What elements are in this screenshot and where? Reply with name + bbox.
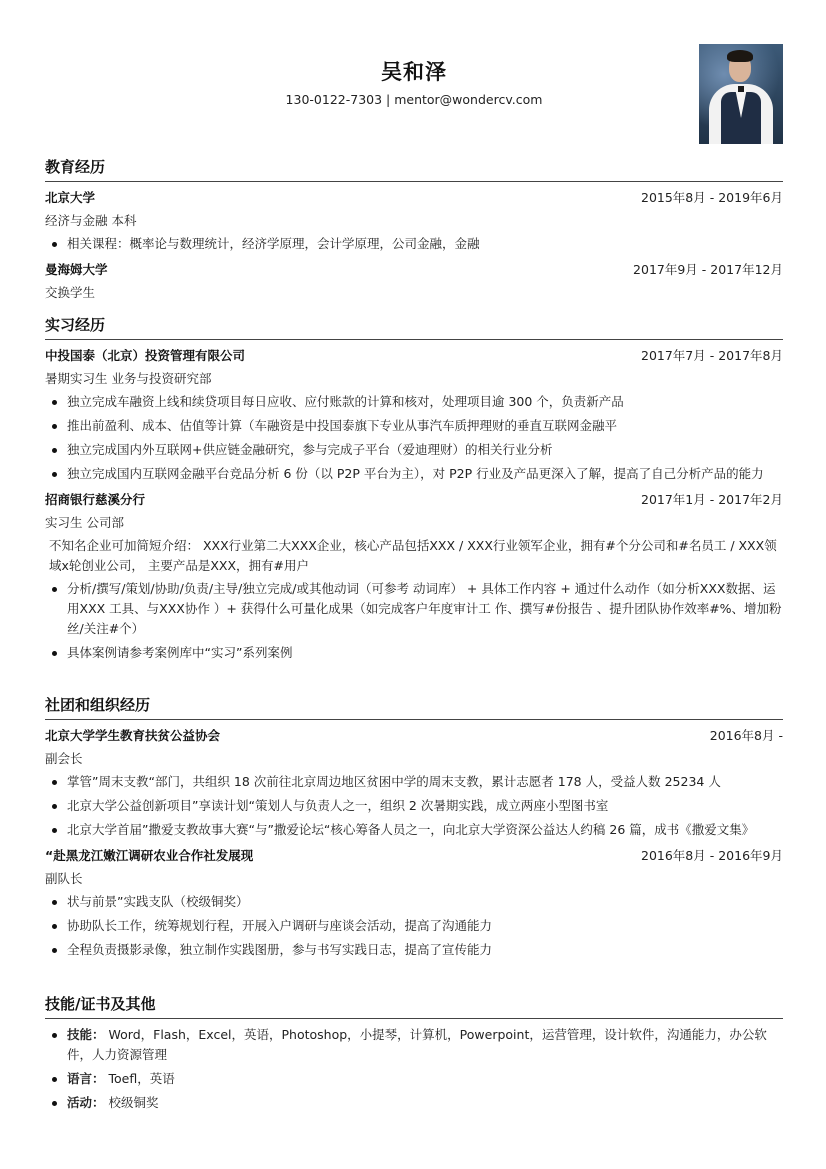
entry-header	[45, 258, 783, 281]
bullet-list	[45, 579, 783, 663]
list-item: 全程负责摄影录像，独立制作实践图册，参与书写实践日志，提高了宣传能力	[45, 940, 783, 960]
candidate-name: 吴和泽	[381, 60, 447, 84]
date-range: 2016年8月 - 2016年9月	[641, 848, 783, 863]
org-name: 招商银行慈溪分行	[45, 492, 146, 507]
skill-text: Toefl，英语	[108, 1071, 175, 1086]
skill-label: 技能：	[67, 1027, 105, 1042]
bullet-list	[45, 1025, 783, 1113]
section-title: 社团和组织经历	[45, 694, 783, 720]
date-range: 2015年8月 - 2019年6月	[641, 190, 783, 205]
entry-subtitle: 副队长	[45, 871, 83, 886]
education-section	[45, 156, 783, 304]
bullet-list	[45, 392, 783, 484]
entry-subtitle: 暑期实习生 业务与投资研究部	[45, 371, 212, 386]
list-item: 北京大学公益创新项目”享读计划“策划人与负责人之一，组织 2 次暑期实践，成立两座小型图书室	[45, 796, 783, 816]
entry-header	[45, 724, 783, 747]
skill-text: 校级铜奖	[108, 1095, 159, 1110]
list-item: 独立完成国内外互联网+供应链金融研究，参与完成子平台（爱迪理财）的相关行业分析	[45, 440, 783, 460]
list-item: 协助队长工作，统筹规划行程，开展入户调研与座谈会活动，提高了沟通能力	[45, 916, 783, 936]
company-intro: 不知名企业可加简短介绍： XXX行业第二大XXX企业，核心产品包括XXX / XXX行业领军企业，拥有#个分公司和#名员工 / XXX领域x轮创业公司， 主要产品是XXX，拥有#用户	[49, 538, 777, 573]
skill-item	[45, 1093, 783, 1113]
resume-header	[45, 0, 783, 160]
internship-section	[45, 314, 783, 667]
date-range: 2017年9月 - 2017年12月	[633, 262, 783, 277]
section-title: 实习经历	[45, 314, 783, 340]
date-range: 2017年7月 - 2017年8月	[641, 348, 783, 363]
profile-photo	[699, 44, 783, 144]
skill-label: 活动：	[67, 1095, 105, 1110]
list-item: 具体案例请参考案例库中“实习”系列案例	[45, 643, 783, 663]
skill-label: 语言：	[67, 1071, 105, 1086]
date-range: 2017年1月 - 2017年2月	[641, 492, 783, 507]
entry-subtitle: 副会长	[45, 751, 83, 766]
entry-subtitle: 经济与金融 本科	[45, 213, 137, 228]
org-name: 北京大学	[45, 190, 96, 205]
org-name: 北京大学学生教育扶贫公益协会	[45, 728, 221, 743]
entry-header	[45, 186, 783, 209]
entry-header	[45, 344, 783, 367]
resume-page	[45, 0, 783, 1110]
list-item: 推出前盈利、成本、估值等计算（车融资是中投国泰旗下专业从事汽车质押理财的垂直互联网金融平	[45, 416, 783, 436]
bullet-list	[45, 892, 783, 960]
skill-item	[45, 1069, 783, 1089]
skill-text: Word，Flash，Excel，英语，Photoshop，小提琴，计算机，Powerpoint，运营管理，设计软件，沟通能力，办公软件，人力资源管理	[67, 1027, 767, 1062]
bullet-list	[45, 772, 783, 840]
list-item: 独立完成车融资上线和续贷项目每日应收、应付账款的计算和核对，处理项目逾 300 个，负责新产品	[45, 392, 783, 412]
entry-subtitle: 交换学生	[45, 285, 96, 300]
date-range: 2016年8月 -	[709, 728, 783, 743]
entry-subtitle: 实习生 公司部	[45, 515, 124, 530]
clubs-section	[45, 694, 783, 964]
org-name: “赴黑龙江嫩江调研农业合作社发展现	[45, 848, 254, 863]
list-item: 掌管”周末支教“部门，共组织 18 次前往北京周边地区贫困中学的周末支教，累计志愿者 178 人，受益人数 25234 人	[45, 772, 783, 792]
list-item: 状与前景”实践支队（校级铜奖）	[45, 892, 783, 912]
section-title: 教育经历	[45, 156, 783, 182]
bullet-list	[45, 234, 783, 254]
list-item: 相关课程：概率论与数理统计，经济学原理，会计学原理，公司金融，金融	[45, 234, 783, 254]
org-name: 曼海姆大学	[45, 262, 108, 277]
list-item: 北京大学首届”撒爱支教故事大赛“与”撒爱论坛“核心筹备人员之一，向北京大学资深公益达人约稿 26 篇，成书《撒爱文集》	[45, 820, 783, 840]
entry-header	[45, 844, 783, 867]
contact-info: 130-0122-7303 | mentor@wondercv.com	[285, 92, 543, 107]
skill-item	[45, 1025, 783, 1065]
skills-section	[45, 993, 783, 1117]
list-item: 分析/撰写/策划/协助/负责/主导/独立完成/或其他动词（可参考 动词库） + 具体工作内容 + 通过什么动作（如分析XXX数据、运用XXX 工具、与XXX协作 ）+ 获得什么可量化成果（如完成客户年度审计工 作、撰写#份报告 、提升团队协作效率#%、增加粉丝/关注#个）	[45, 579, 783, 639]
entry-header	[45, 488, 783, 511]
list-item: 独立完成国内互联网金融平台竞品分析 6 份（以 P2P 平台为主），对 P2P 行业及产品更深入了解，提高了自己分析产品的能力	[45, 464, 783, 484]
org-name: 中投国泰（北京）投资管理有限公司	[45, 348, 246, 363]
section-title: 技能/证书及其他	[45, 993, 783, 1019]
